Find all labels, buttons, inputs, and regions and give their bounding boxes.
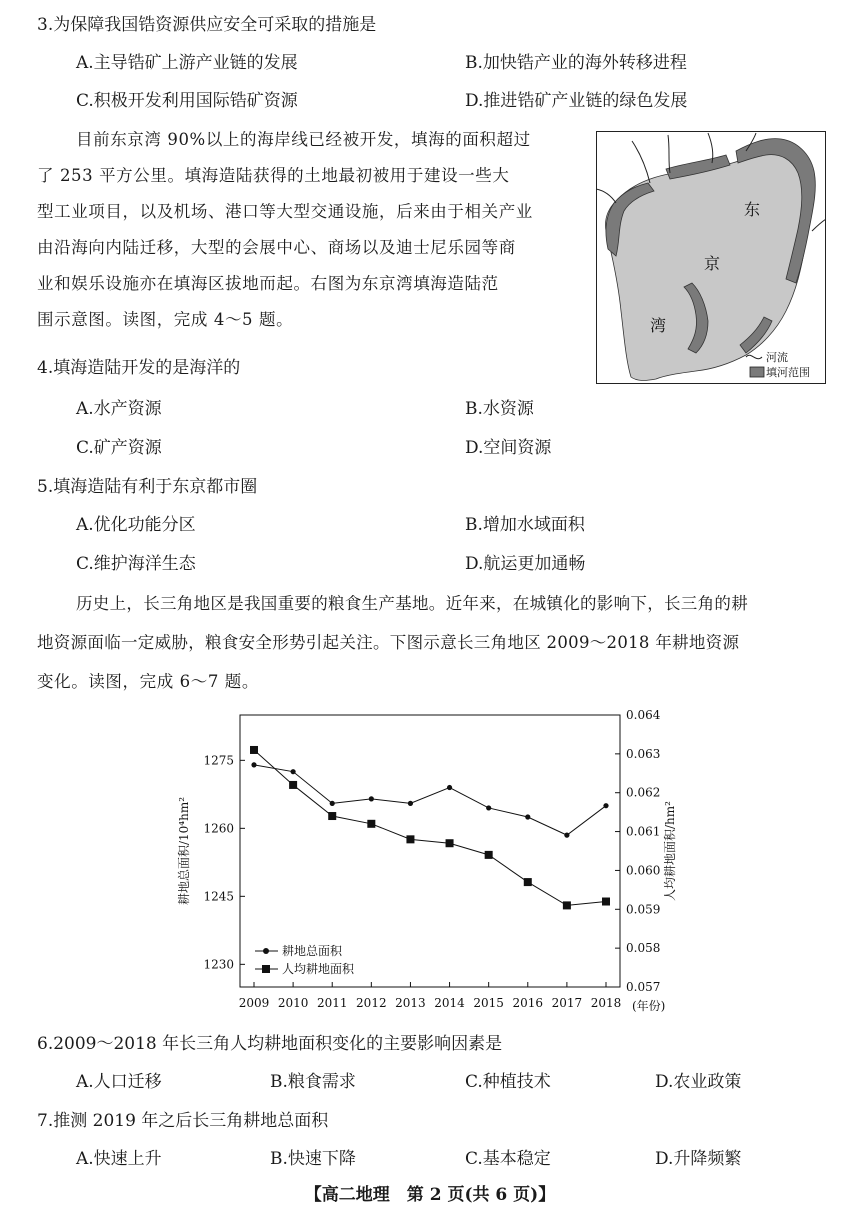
- x-tick-label: 2009: [238, 996, 270, 1010]
- q3-stem: 3.为保障我国锆资源供应安全可采取的措施是: [37, 15, 377, 35]
- passage2-line: 地资源面临一定威胁，粮食安全形势引起关注。下图示意长三角地区 2009～2018 年耕地资源: [37, 633, 740, 652]
- data-point-total-area: [525, 814, 530, 819]
- series-total-area: [251, 762, 608, 837]
- q4-option-b: B.水资源: [465, 399, 534, 419]
- page-footer: 【高二地理 第 2 页(共 6 页)】: [304, 1185, 556, 1205]
- x-tick-label: 2012: [356, 996, 387, 1010]
- q4-stem: 4.填海造陆开发的是海洋的: [37, 358, 241, 378]
- data-point-total-area: [330, 801, 335, 806]
- series-line-total-area: [254, 765, 606, 835]
- legend-marker-percapita: [262, 965, 270, 973]
- data-point-total-area: [486, 805, 491, 810]
- passage1-line: 由沿海向内陆迁移，大型的会展中心、商场以及迪士尼乐园等商: [37, 238, 516, 257]
- data-point-per-capita: [485, 851, 493, 859]
- q5-option-a: A.优化功能分区: [76, 515, 196, 535]
- passage1-line: 业和娱乐设施亦在填海区拔地而起。右图为东京湾填海造陆范: [37, 274, 499, 293]
- data-point-per-capita: [328, 812, 336, 820]
- x-tick-label: 2013: [395, 996, 426, 1010]
- data-point-per-capita: [367, 820, 375, 828]
- legend-label-percapita: 人均耕地面积: [282, 962, 355, 976]
- q4-option-c: C.矿产资源: [76, 438, 162, 458]
- y-tick-label-right: 0.061: [626, 824, 661, 839]
- x-tick-label: 2017: [551, 996, 583, 1010]
- y-tick-label-right: 0.059: [626, 902, 661, 917]
- q3-option-b: B.加快锆产业的海外转移进程: [465, 53, 687, 73]
- x-axis: [239, 982, 622, 1010]
- q4-option-d: D.空间资源: [465, 438, 552, 458]
- series-per-capita-area: [250, 746, 610, 909]
- q3-option-d: D.推进锆矿产业链的绿色发展: [465, 91, 688, 111]
- left-axis: [203, 753, 245, 971]
- y-axis-right-label: 人均耕地面积/hm²: [663, 801, 677, 901]
- legend-marker-total: [263, 948, 269, 954]
- y-tick-label-left: 1245: [203, 889, 234, 904]
- x-axis-unit: (年份): [632, 999, 666, 1013]
- q7-option-d: D.升降频繁: [655, 1149, 742, 1169]
- q6-option-d: D.农业政策: [655, 1072, 742, 1092]
- x-tick-label: 2011: [316, 996, 348, 1010]
- data-point-per-capita: [602, 898, 610, 906]
- x-tick-label: 2014: [434, 996, 465, 1010]
- y-tick-label-left: 1260: [203, 821, 234, 836]
- x-tick-label: 2010: [277, 996, 309, 1010]
- data-point-per-capita: [563, 901, 571, 909]
- data-point-per-capita: [289, 781, 297, 789]
- y-tick-label-right: 0.062: [626, 785, 661, 800]
- y-tick-label-right: 0.058: [626, 941, 661, 956]
- q7-stem: 7.推测 2019 年之后长三角耕地总面积: [37, 1111, 329, 1131]
- data-point-total-area: [291, 769, 296, 774]
- q5-option-b: B.增加水域面积: [465, 515, 585, 535]
- q7-option-c: C.基本稳定: [465, 1149, 551, 1169]
- y-tick-label-left: 1275: [203, 753, 234, 768]
- passage1-line: 围示意图。读图，完成 4～5 题。: [37, 310, 294, 329]
- y-tick-label-left: 1230: [203, 957, 234, 972]
- y-tick-label-right: 0.057: [626, 980, 661, 994]
- data-point-total-area: [408, 801, 413, 806]
- y-tick-label-right: 0.064: [626, 708, 661, 722]
- map-label-dong: 东: [744, 200, 761, 219]
- legend-river-label: 河流: [766, 351, 788, 364]
- passage2-line: 历史上，长三角地区是我国重要的粮食生产基地。近年来，在城镇化的影响下，长三角的耕: [76, 594, 748, 613]
- passage1-line: 目前东京湾 90%以上的海岸线已经被开发，填海的面积超过: [76, 130, 531, 149]
- x-tick-label: 2018: [590, 996, 622, 1010]
- x-tick-label: 2016: [512, 996, 544, 1010]
- passage1-line: 型工业项目，以及机场、港口等大型交通设施，后来由于相关产业: [37, 202, 533, 221]
- x-tick-label: 2015: [473, 996, 504, 1010]
- q6-option-c: C.种植技术: [465, 1072, 551, 1092]
- series-line-per-capita: [254, 750, 606, 905]
- q5-option-c: C.维护海洋生态: [76, 554, 196, 574]
- data-point-per-capita: [250, 746, 258, 754]
- data-point-total-area: [369, 796, 374, 801]
- passage1-line: 了 253 平方公里。填海造陆获得的土地最初被用于建设一些大: [37, 166, 510, 185]
- q5-option-d: D.航运更加通畅: [465, 554, 586, 574]
- q6-option-b: B.粮食需求: [270, 1072, 356, 1092]
- q6-option-a: A.人口迁移: [76, 1072, 162, 1092]
- legend-label-total: 耕地总面积: [282, 944, 343, 958]
- data-point-per-capita: [446, 839, 454, 847]
- data-point-total-area: [447, 785, 452, 790]
- legend-fill-label: 填河范围: [766, 366, 810, 379]
- y-axis-left-label: 耕地总面积/10⁴hm²: [177, 796, 191, 906]
- data-point-total-area: [564, 833, 569, 838]
- q5-stem: 5.填海造陆有利于东京都市圈: [37, 477, 258, 497]
- q7-option-b: B.快速下降: [270, 1149, 356, 1169]
- map-label-jing: 京: [704, 254, 721, 273]
- legend-fill-icon: [750, 367, 764, 377]
- y-tick-label-right: 0.063: [626, 746, 661, 761]
- data-point-per-capita: [524, 878, 532, 886]
- tokyo-bay-map: [596, 131, 826, 384]
- q3-option-a: A.主导锆矿上游产业链的发展: [76, 53, 298, 73]
- map-label-wan: 湾: [650, 316, 667, 335]
- farmland-chart: [160, 705, 690, 1020]
- y-tick-label-right: 0.060: [626, 863, 661, 878]
- passage2-line: 变化。读图，完成 6～7 题。: [37, 672, 259, 691]
- q4-option-a: A.水产资源: [76, 399, 162, 419]
- data-point-total-area: [251, 762, 256, 767]
- q3-option-c: C.积极开发利用国际锆矿资源: [76, 91, 298, 111]
- q7-option-a: A.快速上升: [76, 1149, 162, 1169]
- right-axis: [615, 708, 661, 994]
- data-point-per-capita: [406, 835, 414, 843]
- data-point-total-area: [603, 803, 608, 808]
- q6-stem: 6.2009～2018 年长三角人均耕地面积变化的主要影响因素是: [37, 1034, 503, 1054]
